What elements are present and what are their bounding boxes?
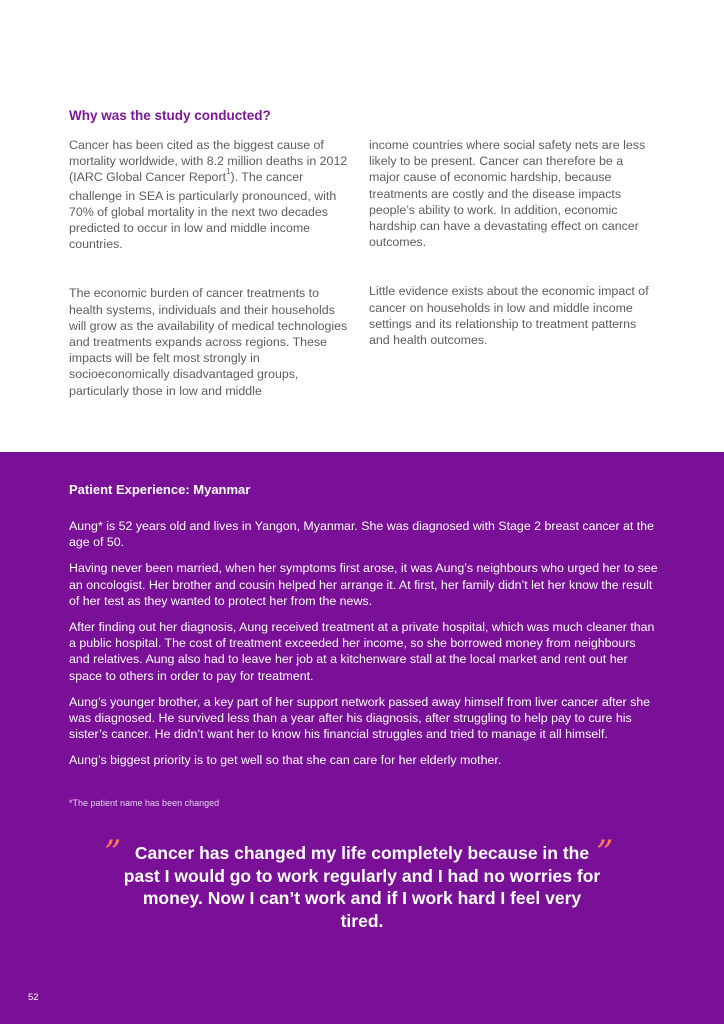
paragraph-text: Cancer has been cited as the biggest cause of mortality worldwide, with 8.2 million deaths in 2012 (IARC Global Cancer Report	[69, 138, 348, 185]
footnote-reference: 1	[226, 167, 231, 177]
patient-story	[69, 518, 659, 779]
section-heading: Why was the study conducted?	[69, 108, 271, 123]
patient-experience-box	[0, 452, 724, 1024]
page-number: 52	[28, 992, 39, 1003]
body-paragraph	[69, 137, 351, 252]
patient-quote: Cancer has changed my life completely because in the past I would go to work regularly and I had no worries for money. Now I can’t work and if I work hard I feel very tired.	[123, 843, 601, 931]
body-paragraph: The economic burden of cancer treatments to health systems, individuals and their households will grow as the availability of medical technologies and treatments expands across regions. These impacts will be felt most strongly in socioeconomically disadvantaged groups, particularly those in low and middle	[69, 286, 348, 398]
story-paragraph: Aung’s younger brother, a key part of her support network passed away himself from liver cancer after she was diagnosed. He survived less than a year after his diagnosis, after struggling to help pay to cure his sister’s cancer. He didn’t want her to know his financial struggles and tried to manage it all himself.	[69, 694, 651, 742]
right-column	[369, 137, 651, 381]
open-quote-mark: ”	[104, 833, 122, 873]
story-paragraph: Aung* is 52 years old and lives in Yangon, Myanmar. She was diagnosed with Stage 2 breast cancer at the age of 50.	[69, 519, 655, 550]
story-paragraph: After finding out her diagnosis, Aung received treatment at a private hospital, which was much cleaner than a public hospital. The cost of treatment exceeded her income, so she borrowed money from neighbours and relatives. Aung also had to leave her job at a kitchenware stall at the local market and rent out her space to others in order to pay for treatment.	[69, 620, 655, 683]
patient-experience-title: Patient Experience: Myanmar	[69, 482, 251, 497]
study-section	[0, 0, 724, 452]
body-paragraph: Little evidence exists about the economic impact of cancer on households in low and middle income settings and its relationship to treatment patterns and health outcomes.	[369, 284, 649, 348]
name-change-footnote: *The patient name has been changed	[69, 798, 220, 808]
close-quote-mark: ”	[596, 833, 614, 873]
paragraph-text: ). The cancer challenge in SEA is particularly pronounced, with 70% of global mortality in the next two decades predicted to occur in low and middle income countries.	[69, 170, 337, 252]
story-paragraph: Aung’s biggest priority is to get well so that she can care for her elderly mother.	[69, 753, 502, 768]
left-column	[69, 137, 351, 432]
story-paragraph: Having never been married, when her symptoms first arose, it was Aung’s neighbours who urged her to see an oncologist. Her brother and cousin helped her arrange it. At first, her family didn’t let her know the result of her test as they wanted to protect her from the news.	[69, 561, 658, 608]
body-paragraph: income countries where social safety nets are less likely to be present. Cancer can therefore be a major cause of economic hardship, because treatments are costly and the disease impacts people’s ability to work. In addition, economic hardship can have a devastating effect on cancer outcomes.	[369, 138, 646, 250]
